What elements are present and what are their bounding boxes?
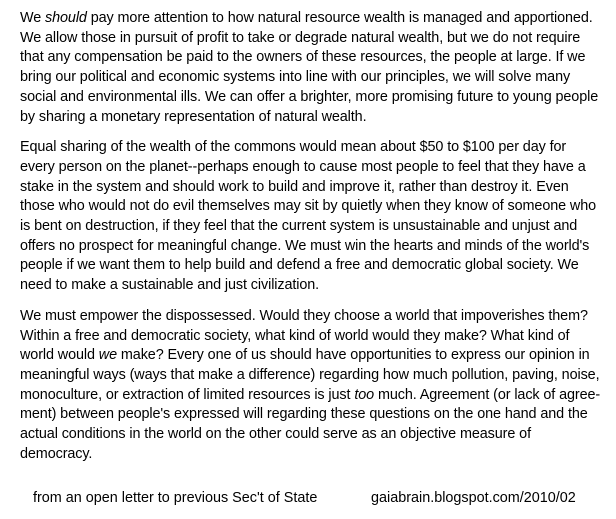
paragraph-3-segment: make? Every one of us should have opportunities to express our opinion in meaningful ways (ways that make a difference) regarding how much pollution, paving, noise, monoculture, or extraction of limited resources is just [20, 347, 604, 403]
source-url: gaiabrain.blogspot.com/2010/02 [371, 490, 576, 506]
source-caption: from an open letter to previous Sec't of State [33, 490, 318, 506]
paragraph-2 [20, 138, 604, 296]
letter-excerpt [20, 9, 604, 475]
paragraph-3-segment: We must empower the dispossessed. Would they choose a world that impoverishes them? Within a free and democratic society, what kind of world would they make? What kind of world would [20, 307, 592, 364]
paragraph-3-segment: much. Agreement (or lack of agree-ment) between people's expressed will regarding these questions on the one hand and the actual conditions in the world on the other could serve as an objective measure of democracy. [20, 386, 601, 462]
attribution-footer [0, 487, 616, 509]
paragraph-1-segment: We [20, 10, 46, 26]
paragraph-3-emphasis: too [354, 386, 375, 403]
paragraph-3 [20, 307, 604, 465]
paragraph-3-emphasis: we [98, 347, 117, 364]
paragraph-2-segment: Equal sharing of the wealth of the commons would mean about $50 to $100 per day for every person on the planet--perhaps enough to cause most people to feel that they have a stake in the system and should work to build and improve it, rather than destroy it. Even those who would not do evil themselves may sit by quietly when they know of someone who is bent on destruction, if they feel that the current system is unsustainable and unjust and offers no prospect for meaningful change. We must win the hearts and minds of the world's people if we want them to help build and defend a free and democratic global society. We need to make a sustainable and just civilization. [20, 139, 600, 294]
paragraph-1 [20, 9, 604, 127]
paragraph-1-emphasis: should [45, 10, 87, 26]
paragraph-1-segment: pay more attention to how natural resource wealth is managed and apportioned. We allow those in pursuit of profit to take or degrade natural wealth, but we do not require that any compensation be paid to the owners of these resources, the people at large. If we bring our political and economic systems into line with our principles, we will solve many social and environmental ills. We can offer a brighter, more promising future to young people by sharing a monetary representation of natural wealth. [20, 10, 603, 125]
